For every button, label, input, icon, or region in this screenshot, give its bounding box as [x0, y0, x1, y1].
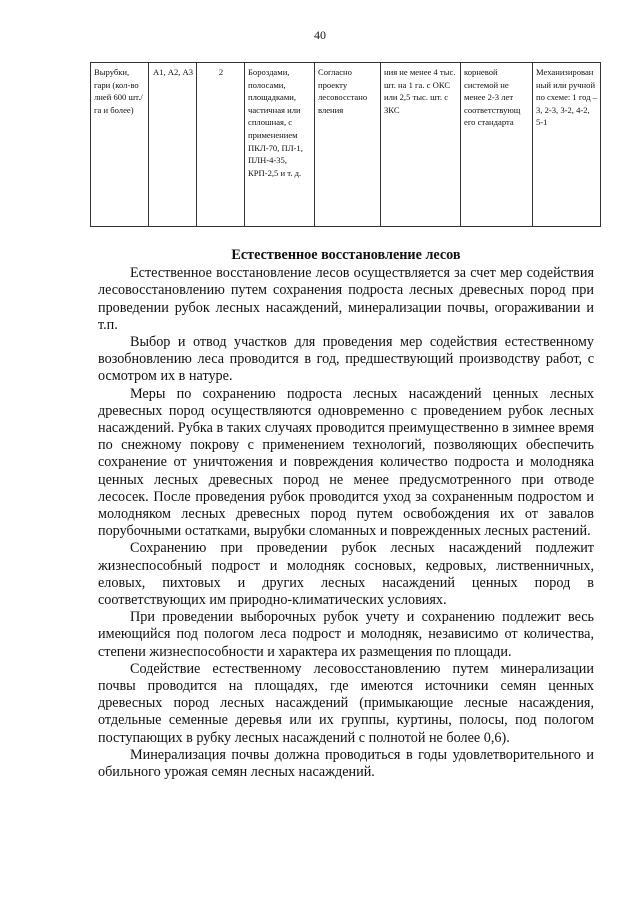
table-cell-number: 2	[197, 63, 245, 227]
table-cell-area-type: Вырубки, гари (кол-во лней 600 шт./га и более)	[91, 63, 149, 227]
paragraph: Естественное восстановление лесов осуществляется за счет мер содействия лесовосстановлению путем сохранения подроста лесных древесных пород при проведении рубок лесных насаждений, минерализации почвы, огораживании и т.п.	[98, 265, 594, 333]
paragraph: Сохранению при проведении рубок лесных насаждений подлежит жизнеспособный подрост и молодняк сосновых, кедровых, лиственничных, еловых, пихтовых и других лесных насаждений ценных пород в соответствующих им природно-климатических условиях.	[98, 540, 594, 609]
table-cell-root-system: корневой системой не менее 2-3 лет соответствующ его стандарта	[461, 63, 533, 227]
page-number: 40	[314, 28, 326, 42]
table-row	[91, 63, 601, 227]
table-cell-project: Согласно проекту лесовосстано вления	[315, 63, 381, 227]
section-title: Естественное восстановление лесов	[231, 247, 461, 263]
reforestation-table	[90, 62, 601, 227]
table-cell-forest-type: А1, А2, А3	[149, 63, 197, 227]
paragraph: Минерализация почвы должна проводиться в годы удовлетворительного и обильного урожая семян лесных насаждений.	[98, 746, 594, 781]
table-cell-soil-preparation: Бороздами, полосами, площадками, частичная или сплошная, с применением ПКЛ-70, ПЛ-1, ПЛН-4-35, КРП-2,5 и т. д.	[245, 63, 315, 227]
paragraph: При проведении выборочных рубок учету и сохранению подлежит весь имеющийся под пологом леса подрост и молодняк, независимо от количества, степени жизнеспособности и характера их размещения по площади.	[98, 609, 594, 660]
paragraph: Выбор и отвод участков для проведения мер содействия естественному возобновлению леса проводится в год, предшествующий производству работ, с осмотром их в натуре.	[98, 334, 594, 385]
table-cell-care-scheme: Механизирован ный или ручной по схеме: 1 год – 3, 2-3, 3-2, 4-2, 5-1	[533, 63, 601, 227]
paragraph: Содействие естественному лесовосстановлению путем минерализации почвы проводится на площадях, где имеются источники семян ценных древесных пород лесных насаждений (примыкающие лесные насаждения, отдельные семенные деревья или их группы, куртины, полосы, под пологом поступающих в рубку лесных насаждений с полнотой не более 0,6).	[98, 660, 594, 746]
table-cell-planting-density: ния не менее 4 тыс. шт. на 1 га. с ОКС или 2,5 тыс. шт. с ЗКС	[381, 63, 461, 227]
section-content	[98, 247, 594, 781]
paragraph: Меры по сохранению подроста лесных насаждений ценных лесных древесных пород осуществляются одновременно с проведением рубок лесных насаждений. Рубка в таких случаях проводится преимущественно в зимнее время по снежному покрову с применением технологий, позволяющих обеспечить сохранение от уничтожения и повреждения количество подроста и молодняка ценных лесных древесных пород не менее предусмотренного при отводе лесосек. После проведения рубок проводится уход за сохраненным подростом и молодняком лесных древесных пород путем освобождения их от завалов порубочными остатками, вырубки сломанных и поврежденных лесных растений.	[98, 385, 594, 540]
